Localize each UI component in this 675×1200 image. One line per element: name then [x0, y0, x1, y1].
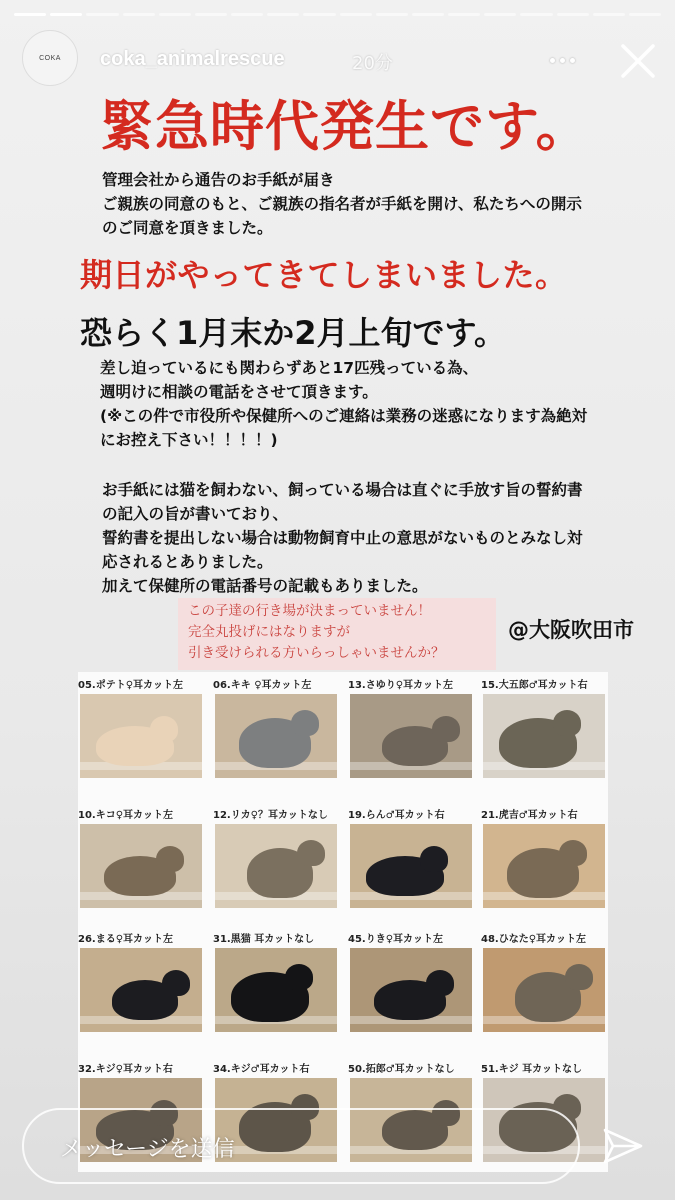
cat-photo: [350, 824, 472, 908]
progress-segment: [340, 13, 372, 16]
timing-heading: 恐らく1月末か2月上旬です。: [80, 314, 506, 352]
progress-segment: [412, 13, 444, 16]
avatar-logo-text: COKA: [39, 54, 61, 62]
cat-photo: [483, 948, 605, 1032]
cat-head: [565, 964, 593, 990]
cat-label: 13.さゆり♀耳カット左: [348, 680, 453, 691]
cat-photo: [80, 948, 202, 1032]
cat-head: [285, 964, 313, 990]
progress-segment: [14, 13, 46, 16]
cat-head: [291, 710, 319, 736]
cat-photo: [483, 824, 605, 908]
story-progress-bar: [14, 13, 661, 16]
cat-label: 26.まる♀耳カット左: [78, 934, 173, 945]
cat-label: 34.キジ♂耳カット右: [213, 1064, 310, 1075]
message-placeholder: メッセージを送信: [60, 1137, 235, 1162]
cat-label: 06.キキ ♀耳カット左: [213, 680, 312, 691]
cat-label: 51.キジ 耳カットなし: [481, 1064, 582, 1075]
cat-photo: [350, 694, 472, 778]
cat-card: [78, 806, 206, 914]
progress-segment: [50, 13, 82, 16]
story-username[interactable]: coka_animalrescue: [100, 48, 285, 70]
close-icon[interactable]: [617, 40, 659, 82]
cat-photo: [215, 948, 337, 1032]
cat-photo: [80, 824, 202, 908]
cat-card: [78, 930, 206, 1038]
cat-label: 32.キジ♀耳カット右: [78, 1064, 173, 1075]
intro-paragraph: 管理会社から通告のお手紙が届き ご親族の同意のもと、ご親族の指名者が手紙を開け、私たちへの開示のご同意を頂きました。: [102, 171, 582, 237]
cat-label: 21.虎吉♂耳カット右: [481, 810, 578, 821]
cat-head: [432, 716, 460, 742]
cat-head: [559, 840, 587, 866]
cat-photo: [215, 694, 337, 778]
progress-segment: [159, 13, 191, 16]
appeal-box: この子達の行き場が決まっていません！ 完全丸投げにはなりますが 引き受けられる方いらっしゃいませんか？: [178, 598, 496, 670]
cat-card: [213, 806, 341, 914]
cat-card: [78, 676, 206, 784]
cat-label: 10.キコ♀耳カット左: [78, 810, 173, 821]
cat-photo: [215, 824, 337, 908]
cat-photo: [483, 694, 605, 778]
cat-label: 31.黒猫 耳カットなし: [213, 934, 315, 945]
location-label: @大阪吹田市: [508, 618, 634, 642]
cat-label: 05.ポテト♀耳カット左: [78, 680, 183, 691]
progress-segment: [86, 13, 118, 16]
progress-segment: [267, 13, 299, 16]
cat-photo: [350, 948, 472, 1032]
progress-segment: [557, 13, 589, 16]
cat-label: 45.りき♀耳カット左: [348, 934, 443, 945]
cat-card: [348, 676, 476, 784]
cat-head: [426, 970, 454, 996]
progress-segment: [520, 13, 552, 16]
progress-segment: [448, 13, 480, 16]
cat-head: [297, 840, 325, 866]
story-timestamp: 20分: [352, 53, 393, 74]
deadline-heading: 期日がやってきてしまいました。: [80, 256, 568, 294]
cat-card: [481, 930, 609, 1038]
cat-card: [213, 676, 341, 784]
cat-label: 12.リカ♀？耳カットなし: [213, 810, 328, 821]
notice-paragraph: 差し迫っているにも関わらずあと17匹残っている為、 週明けに相談の電話をさせて頂きます。 (※この件で市役所や保健所へのご連絡は業務の迷惑になります為絶対にお控え下さい！！！！): [100, 359, 588, 449]
progress-segment: [303, 13, 335, 16]
story-title: 緊急時代発生です。: [100, 95, 591, 158]
cat-photo: [80, 694, 202, 778]
more-icon[interactable]: [550, 52, 586, 68]
message-input[interactable]: [22, 1108, 580, 1184]
cat-label: 19.らん♂耳カット右: [348, 810, 445, 821]
progress-segment: [376, 13, 408, 16]
cat-head: [420, 846, 448, 872]
send-icon[interactable]: [602, 1126, 644, 1166]
cat-card: [481, 676, 609, 784]
progress-segment: [231, 13, 263, 16]
cat-label: 50.拓郎♂耳カットなし: [348, 1064, 455, 1075]
progress-segment: [195, 13, 227, 16]
progress-segment: [593, 13, 625, 16]
cat-photo-grid: [78, 672, 608, 1172]
cat-head: [162, 970, 190, 996]
cat-head: [156, 846, 184, 872]
avatar[interactable]: [22, 30, 78, 86]
cat-head: [150, 716, 178, 742]
cat-card: [348, 930, 476, 1038]
progress-segment: [123, 13, 155, 16]
cat-card: [481, 806, 609, 914]
cat-card: [213, 930, 341, 1038]
progress-segment: [484, 13, 516, 16]
cat-card: [348, 806, 476, 914]
cat-label: 48.ひなた♀耳カット左: [481, 934, 586, 945]
cat-head: [553, 710, 581, 736]
progress-segment: [629, 13, 661, 16]
letter-paragraph: お手紙には猫を飼わない、飼っている場合は直ぐに手放す旨の誓約書の記入の旨が書いており、 誓約書を提出しない場合は動物飼育中止の意思がないものとみなし対応されるとありました。 加えて保健所の電話番号の記載もありました。: [102, 481, 583, 595]
cat-label: 15.大五郎♂耳カット右: [481, 680, 588, 691]
